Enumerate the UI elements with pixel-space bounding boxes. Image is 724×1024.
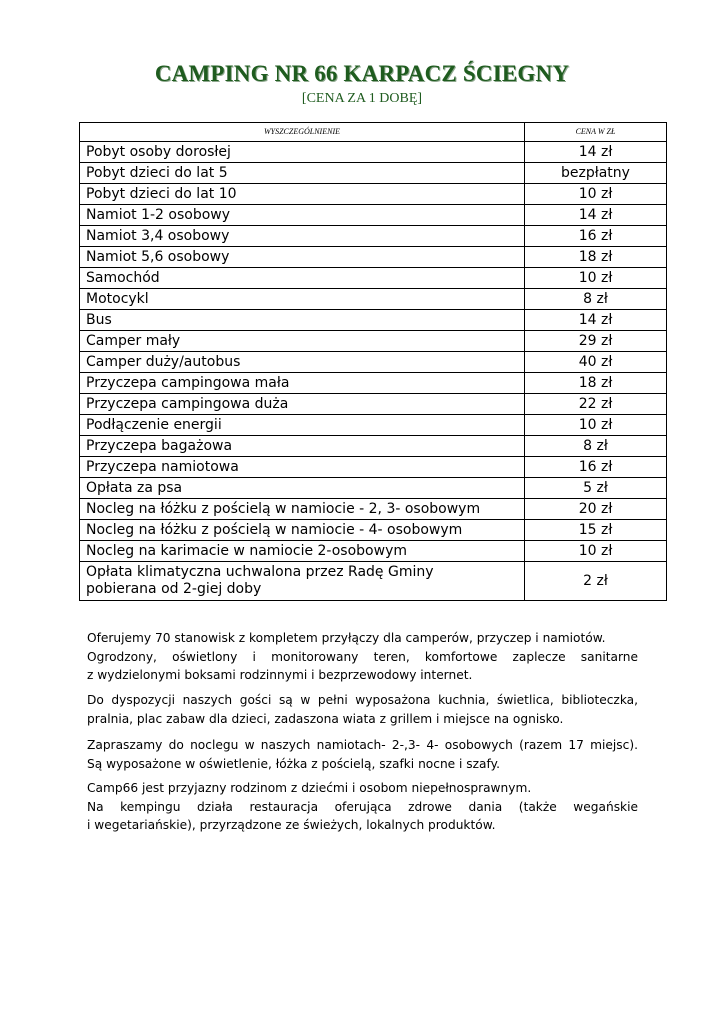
item-name: Podłączenie energii (80, 415, 525, 436)
item-price: bezpłatny (525, 163, 667, 184)
table-row (80, 205, 667, 226)
item-price: 16 zł (525, 457, 667, 478)
item-name-line: pobierana od 2-giej doby (86, 581, 262, 597)
item-price: 8 zł (525, 436, 667, 457)
table-row (80, 436, 667, 457)
item-name: Namiot 3,4 osobowy (80, 226, 525, 247)
table-row (80, 373, 667, 394)
item-name: Pobyt dzieci do lat 10 (80, 184, 525, 205)
text-line: pralnia, plac zabaw dla dzieci, zadaszona wiata z grillem i miejsce na ognisko. (87, 711, 564, 726)
item-name: Przyczepa campingowa duża (80, 394, 525, 415)
item-name-line: Opłata klimatyczna uchwalona przez Radę Gminy (86, 564, 434, 580)
item-price: 14 zł (525, 142, 667, 163)
item-name: Przyczepa campingowa mała (80, 373, 525, 394)
item-price: 10 zł (525, 541, 667, 562)
text-line: Ogrodzony, oświetlony i monitorowany teren, komfortowe zaplecze sanitarne (87, 649, 638, 664)
table-row (80, 163, 667, 184)
item-name: Pobyt dzieci do lat 5 (80, 163, 525, 184)
item-price: 20 zł (525, 499, 667, 520)
table-row (80, 520, 667, 541)
item-name: Nocleg na karimacie w namiocie 2-osobowym (80, 541, 525, 562)
table-row (80, 457, 667, 478)
item-name: Motocykl (80, 289, 525, 310)
paragraph-family (87, 779, 638, 835)
item-price: 10 zł (525, 268, 667, 289)
paragraph-facilities (87, 691, 638, 728)
item-price: 10 zł (525, 184, 667, 205)
table-row (80, 541, 667, 562)
item-price: 16 zł (525, 226, 667, 247)
item-name: Samochód (80, 268, 525, 289)
item-name: Pobyt osoby dorosłej (80, 142, 525, 163)
table-row (80, 415, 667, 436)
table-row (80, 394, 667, 415)
text-line: Camp66 jest przyjazny rodzinom z dziećmi i osobom niepełnosprawnym. (87, 781, 532, 795)
item-name: Camper mały (80, 331, 525, 352)
text-line: Na kempingu działa restauracja oferująca zdrowe dania (także wegańskie (87, 799, 638, 814)
table-row (80, 289, 667, 310)
item-price: 14 zł (525, 310, 667, 331)
price-table (79, 122, 667, 601)
item-price: 18 zł (525, 247, 667, 268)
table-row (80, 226, 667, 247)
paragraph-offer (87, 629, 638, 685)
table-row (80, 268, 667, 289)
item-price: 8 zł (525, 289, 667, 310)
item-name: Opłata za psa (80, 478, 525, 499)
item-name: Nocleg na łóżku z pościelą w namiocie - 4- osobowym (80, 520, 525, 541)
item-price: 10 zł (525, 415, 667, 436)
column-header-description: WYSZCZEGÓLNIENIE (80, 123, 525, 142)
text-line: Zapraszamy do noclegu w naszych namiotach- 2-,3- 4- osobowych (razem 17 miejsc). (87, 738, 638, 752)
item-price: 29 zł (525, 331, 667, 352)
item-price: 22 zł (525, 394, 667, 415)
text-line: Są wyposażone w oświetlenie, łóżka z pościelą, szafki nocne i szafy. (87, 756, 500, 771)
item-price: 5 zł (525, 478, 667, 499)
item-price: 40 zł (525, 352, 667, 373)
item-name: Namiot 5,6 osobowy (80, 247, 525, 268)
item-name: Przyczepa namiotowa (80, 457, 525, 478)
table-row (80, 331, 667, 352)
item-name: Namiot 1-2 osobowy (80, 205, 525, 226)
item-name: Bus (80, 310, 525, 331)
item-price: 2 zł (525, 562, 667, 601)
table-row (80, 478, 667, 499)
paragraph-tents (87, 736, 638, 773)
text-line: z wydzielonymi boksami rodzinnymi i bezprzewodowy internet. (87, 668, 473, 682)
table-row (80, 352, 667, 373)
item-name: Camper duży/autobus (80, 352, 525, 373)
item-name: Nocleg na łóżku z pościelą w namiocie - 2, 3- osobowym (80, 499, 525, 520)
table-row (80, 247, 667, 268)
item-price: 14 zł (525, 205, 667, 226)
item-name (80, 562, 525, 601)
page-subtitle: [CENA ZA 1 DOBĘ] (301, 91, 423, 106)
text-line: Oferujemy 70 stanowisk z kompletem przyłączy dla camperów, przyczep i namiotów. (87, 631, 606, 645)
table-row (80, 142, 667, 163)
table-row (80, 184, 667, 205)
table-header-row (80, 123, 667, 142)
text-line: Do dyspozycji naszych gości są w pełni wyposażona kuchnia, świetlica, biblioteczka, (87, 693, 638, 707)
page-title: CAMPING NR 66 KARPACZ ŚCIEGNY (154, 61, 570, 86)
item-price: 18 zł (525, 373, 667, 394)
column-header-price: CENA W ZŁ (525, 123, 667, 142)
text-line: i wegetariańskie), przyrządzone ze świeżych, lokalnych produktów. (87, 818, 496, 832)
item-price: 15 zł (525, 520, 667, 541)
table-row (80, 499, 667, 520)
table-row (80, 562, 667, 601)
item-name: Przyczepa bagażowa (80, 436, 525, 457)
table-row (80, 310, 667, 331)
